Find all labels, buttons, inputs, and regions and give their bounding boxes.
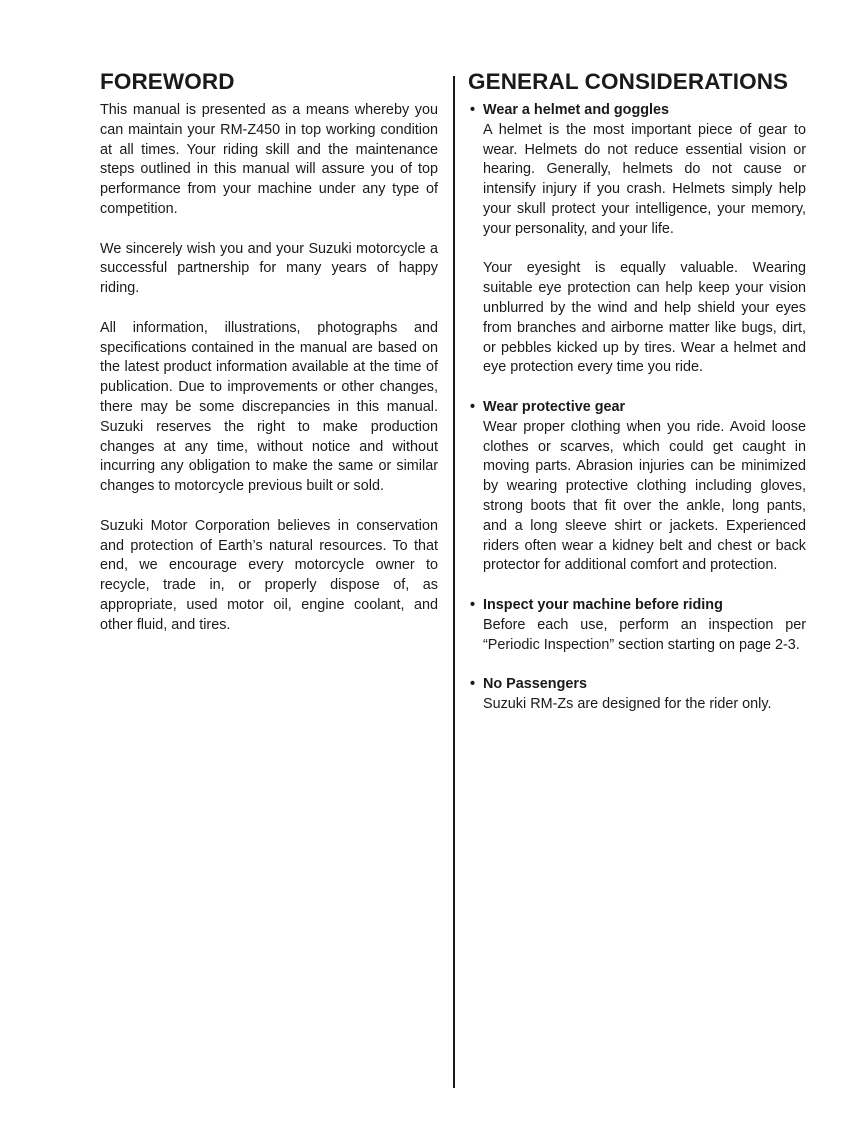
consideration-paragraph: Before each use, perform an inspection per “Periodic Inspection” section starting on page 2-3.	[483, 616, 806, 653]
consideration-body	[468, 695, 806, 715]
consideration-paragraph: Suzuki RM-Zs are designed for the rider only.	[483, 695, 772, 712]
consideration-paragraph: Your eyesight is equally valuable. Wearing suitable eye protection can help keep your vision unblurred by the wind and help shield your eyes from branches and airborne matter like bugs, dirt, or pebbles kicked up by tires. Wear a helmet and eye protection every time you ride.	[483, 260, 806, 376]
bullet-icon: •	[470, 676, 476, 693]
consideration-title	[468, 596, 806, 616]
foreword-paragraph: This manual is presented as a means whereby you can maintain your RM-Z450 in top working condition at all times. Your riding skill and the maintenance steps outlined in this manual will assure you of top performance from your machine under any type of competition.	[100, 102, 438, 217]
general-considerations-column	[468, 68, 806, 735]
foreword-paragraph: All information, illustrations, photographs and specifications contained in the manual are based on the latest product information available at the time of publication. Due to improvements or other changes, there may be some discrepancies in this manual. Suzuki reserves the right to make production changes at any time, without notice and without incurring any obligation to make the same or similar changes to motorcycle previous built or sold.	[100, 319, 438, 495]
column-divider	[453, 76, 455, 1088]
foreword-paragraph: Suzuki Motor Corporation believes in conservation and protection of Earth’s natural resources. To that end, we encourage every motorcycle owner to recycle, trade in, or properly dispose of, as appropriate, used motor oil, engine coolant, and other fluid, and tires.	[100, 517, 438, 633]
bullet-icon: •	[470, 102, 476, 118]
general-considerations-heading: GENERAL CONSIDERATIONS	[468, 69, 789, 94]
consideration-body	[468, 121, 806, 378]
consideration-paragraph: A helmet is the most important piece of gear to wear. Helmets do not reduce essential vision or hearing. Generally, helmets do not cause or intensify injury if you crash. Helmets simply help your skull protect your intelligence, your memory, your personality, and your life.	[483, 121, 806, 237]
consideration-title	[468, 675, 806, 695]
consideration-paragraph: Wear proper clothing when you ride. Avoid loose clothes or scarves, which could get caught in moving parts. Abrasion injuries can be minimized by wearing protective clothing including gloves, strong boots that fit over the ankle, long pants, and a long sleeve shirt or jackets. Experienced riders often wear a kidney belt and chest or back protector for additional comfort and protection.	[483, 418, 806, 574]
consideration-title-text: No Passengers	[483, 676, 587, 693]
consideration-helmet	[468, 101, 806, 378]
consideration-title-text: Wear a helmet and goggles	[483, 102, 670, 118]
consideration-title	[468, 398, 806, 418]
consideration-inspect-machine	[468, 596, 806, 655]
foreword-paragraph: We sincerely wish you and your Suzuki motorcycle a successful partnership for many years of happy riding.	[100, 240, 438, 297]
consideration-body	[468, 418, 806, 576]
consideration-title-text: Inspect your machine before riding	[483, 596, 723, 613]
foreword-heading: FOREWORD	[100, 69, 235, 94]
consideration-body	[468, 616, 806, 656]
bullet-icon: •	[470, 596, 476, 613]
consideration-title-text: Wear protective gear	[483, 398, 626, 415]
bullet-icon: •	[470, 398, 476, 415]
consideration-protective-gear	[468, 398, 806, 576]
consideration-no-passengers	[468, 675, 806, 715]
consideration-title	[468, 101, 806, 121]
foreword-column	[100, 68, 438, 636]
